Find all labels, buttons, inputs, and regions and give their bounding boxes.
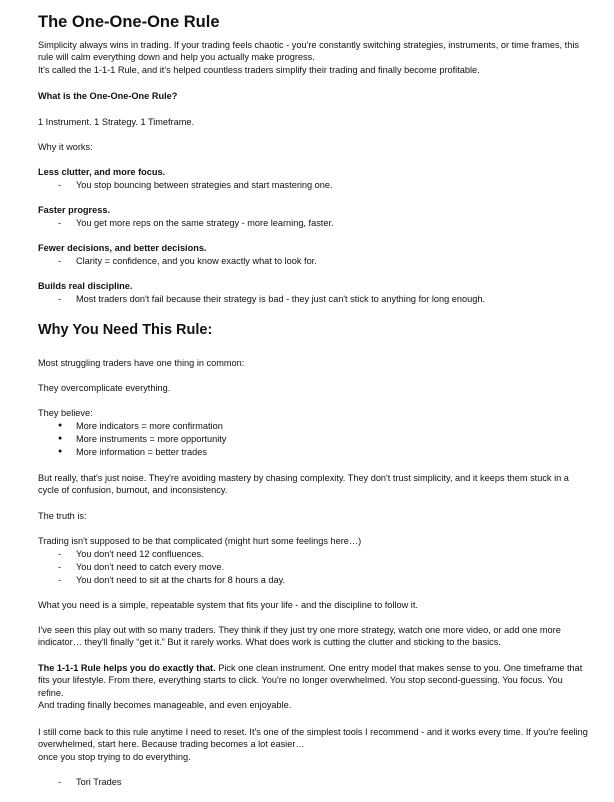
- list-item: - You don't need to catch every move.: [38, 561, 590, 574]
- list-item: - Most traders don't fail because their strategy is bad - they just can't stick to anything for long enough.: [38, 293, 590, 306]
- what-heading: What is the One-One-One Rule?: [38, 91, 178, 101]
- benefit-list-3: [38, 255, 590, 268]
- helps-text: The 1-1-1 Rule helps you do exactly that. Pick one clean instrument. One entry model that makes sense to you. One timeframe that fits your lifestyle. From there, everything starts to click. You're no longer overwhelmed. You stop second-guessing. You focus. You refine.: [38, 663, 583, 698]
- rule-statement: 1 Instrument. 1 Strategy. 1 Timeframe.: [38, 117, 195, 127]
- signature-list: [38, 776, 590, 789]
- benefit-title-2: Faster progress.: [38, 205, 110, 215]
- overcomplicate-text: They overcomplicate everything.: [38, 383, 171, 393]
- noise-paragraph: But really, that's just noise. They're avoiding mastery by chasing complexity. They don't trust simplicity, and it keeps them stuck in a cycle of confusion, burnout, and inconsistency.: [38, 473, 569, 496]
- list-item: - You stop bouncing between strategies and start mastering one.: [38, 179, 590, 192]
- list-item: - You don't need to sit at the charts for 8 hours a day.: [38, 574, 590, 587]
- benefit-list-4: [38, 293, 590, 306]
- list-item: ● More information = better trades: [38, 446, 590, 459]
- reset-paragraph: [38, 726, 590, 763]
- list-item: ● More instruments = more opportunity: [38, 433, 590, 446]
- benefit-title-3: Fewer decisions, and better decisions.: [38, 243, 207, 253]
- intro-line-1: Simplicity always wins in trading. If your trading feels chaotic - you're constantly switching strategies, instruments, or time frames, this rule will calm everything down and help you actually make progress.: [38, 40, 579, 63]
- page-title: The One-One-One Rule: [38, 13, 220, 31]
- list-item: - You don't need 12 confluences.: [38, 548, 590, 561]
- common-text: Most struggling traders have one thing in common:: [38, 358, 245, 368]
- believe-label: They believe:: [38, 408, 93, 418]
- benefit-list-1: [38, 179, 590, 192]
- list-item: - You get more reps on the same strategy - more learning, faster.: [38, 217, 590, 230]
- seen-paragraph: I've seen this play out with so many traders. They think if they just try one more strategy, watch one more video, or add one more indicator… they'll finally “get it.” But it rarely works. What does work is cutting the clutter and sticking to the basics.: [38, 625, 561, 648]
- reset-text: I still come back to this rule anytime I need to reset. It's one of the simplest tools I recommend - and it works every time. If you're feeling overwhelmed, start here. Because trading becomes a lot easier…: [38, 727, 588, 750]
- benefit-title-4: Builds real discipline.: [38, 281, 133, 291]
- helps-paragraph: [38, 662, 590, 712]
- dont-need-list: [38, 548, 590, 587]
- list-item: - Clarity = confidence, and you know exactly what to look for.: [38, 255, 590, 268]
- benefit-list-2: [38, 217, 590, 230]
- manageable-text: And trading finally becomes manageable, and even enjoyable.: [38, 700, 292, 711]
- why-it-works-label: Why it works:: [38, 142, 93, 152]
- truth-label: The truth is:: [38, 511, 87, 521]
- intro-paragraph: [38, 39, 590, 76]
- what-you-need-text: What you need is a simple, repeatable system that fits your life - and the discipline to follow it.: [38, 600, 418, 610]
- why-need-heading: Why You Need This Rule:: [38, 322, 213, 338]
- author-signature: - Tori Trades: [38, 776, 590, 789]
- list-item: ● More indicators = more confirmation: [38, 420, 590, 433]
- beliefs-list: [38, 420, 590, 459]
- intro-line-2: It's called the 1-1-1 Rule, and it's helped countless traders simplify their trading and finally become profitable.: [38, 64, 480, 75]
- complicated-text: Trading isn't supposed to be that complicated (might hurt some feelings here…): [38, 536, 362, 546]
- once-text: once you stop trying to do everything.: [38, 751, 191, 762]
- benefit-title-1: Less clutter, and more focus.: [38, 167, 166, 177]
